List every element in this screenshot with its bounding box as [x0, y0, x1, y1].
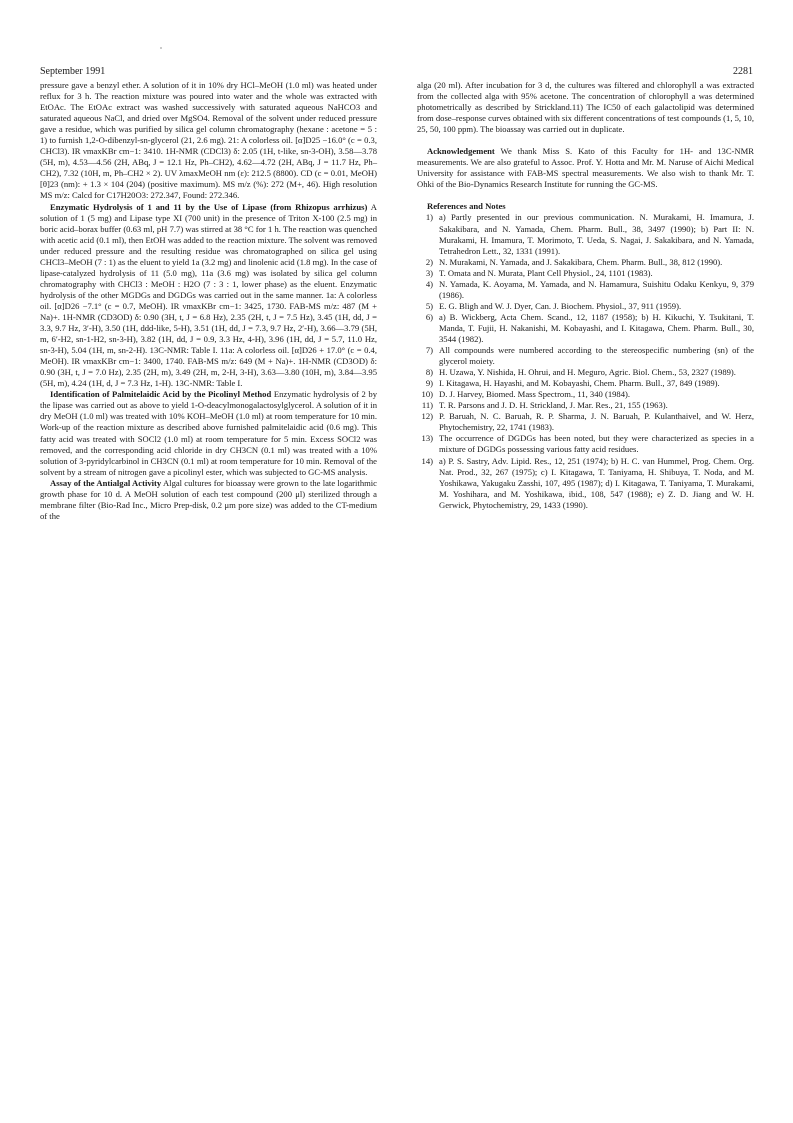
reference-number: 10)	[421, 389, 433, 400]
reference-text: a) P. S. Sastry, Adv. Lipid. Res., 12, 251 (1974); b) H. C. van Hummel, Prog. Chem. Org. Nat. Prod., 32, 267 (1975); c) I. Kitagawa, T. Taniyama, H. Shibuya, T. Noda, and M. Yoshikawa, Yakugaku Zasshi, 107, 495 (1987); d) I. Kitagawa, T. Taniyama, T. Murakami, M. Yoshihara, and M. Yoshikawa, ibid., 108, 547 (1988); e) Z. D. Jiang and W. H. Gerwick, Phytochemistry, 29, 1433 (1990).	[439, 455, 754, 510]
reference-number: 4)	[425, 278, 433, 289]
paragraph-acknowledgement	[417, 146, 754, 190]
reference-item	[417, 268, 754, 279]
reference-item	[417, 257, 754, 268]
reference-text: a) B. Wickberg, Acta Chem. Scand., 12, 1187 (1958); b) H. Kikuchi, Y. Tsukitani, T. Manda, T. Fujii, H. Nakanishi, M. Kobayashi, and I. Kitagawa, Chem. Pharm. Bull., 30, 3544 (1982).	[439, 311, 754, 344]
section-body-picolinyl-method: Enzymatic hydrolysis of 2 by the lipase was carried out as above to yield 1-O-deacylmonogalactosylglycerol. A solution of it in dry MeOH (1.0 ml) was treated with 10% KOH–MeOH (1.0 ml) at room temperature for 10 min. Work-up of the reaction mixture as described above furnished palmitelaidic acid (0.6 mg). This fatty acid was treated with SOCl2 (1.0 ml) at room temperature for 5 min. Excess SOCl2 was removed, and the corresponding acid chloride in dry CH3CN (0.1 ml) was treated with a 10% solution of 3-pyridylcarbinol in CH3CN (0.1 ml) at room temperature for 10 min. Removal of the solvent by a stream of nitrogen gave a picolinyl ester, which was subjected to GC-MS analysis.	[40, 389, 377, 477]
paragraph-benzyl-ether: pressure gave a benzyl ether. A solution of it in 10% dry HCl–MeOH (1.0 ml) was heated under reflux for 3 h. The reaction mixture was poured into water and the whole was extracted with EtOAc. The EtOAc extract was washed successively with saturated aqueous NaHCO3 and saturated aqueous NaCl, and dried over MgSO4. Removal of the solvent under reduced pressure gave a residue, which was purified by silica gel column chromatography (hexane : acetone = 5 : 1) to furnish 1,2-O-dibenzyl-sn-glycerol (21, 2.6 mg). 21: A colorless oil. [α]D25 −16.0° (c = 0.3, CHCl3). IR νmaxKBr cm−1: 3410. 1H-NMR (CDCl3) δ: 2.05 (1H, t-like, sn-3-OH), 3.58—3.78 (5H, m), 4.53—4.56 (2H, ABq, J = 12.1 Hz, Ph–CH2), 4.62—4.72 (2H, ABq, J = 11.7 Hz, Ph–CH2), 7.32 (10H, m, Ph–CH2 × 2). UV λmaxMeOH nm (ε): 212.5 (8800). CD (c = 0.01, MeOH) [θ]23 (nm): + 1.3 × 104 (204) (positive maximum). MS m/z (%): 272 (M+, 46). High resolution MS m/z: Calcd for C17H20O3: 272.347, Found: 272.346.	[40, 80, 377, 201]
reference-item	[417, 389, 754, 400]
acknowledgement-body: We thank Miss S. Kato of this Faculty for 1H- and 13C-NMR measurements. We are also grateful to Assoc. Prof. Y. Hotta and Mr. M. Naruse of Aichi Medical University for assistance with FAB-MS spectral measurements. We also wish to thank Mr. T. Ohki of the Bio-Dynamics Research Institute for running the GC-MS.	[417, 146, 754, 190]
reference-number: 11)	[421, 400, 433, 411]
reference-number: 8)	[425, 367, 433, 378]
section-body-enzymatic-hydrolysis: A solution of 1 (5 mg) and Lipase type XI (700 unit) in the presence of Triton X-100 (2.5 mg) in boric acid–borax buffer (0.63 ml, pH 7.7) was stirred at 38 °C for 1 h. The reaction was quenched with acetic acid (0.1 ml), then EtOH was added to the reaction mixture. The solvent was removed under reduced pressure and the resulting residue was chromatographed on silica gel using CHCl3–MeOH (7 : 1) as the eluent to yield 1a (3.2 mg) and linolenic acid (1.8 mg). In the case of lipase-catalyzed hydrolysis of 11 (5.0 mg), 11a (3.6 mg) was isolated by silica gel column chromatography with CHCl3 : MeOH : H2O (7 : 3 : 1, lower phase) as the eluent. Enzymatic hydrolysis of the other MGDGs and DGDGs was carried out in the same manner. 1a: A colorless oil. [α]D26 −7.1° (c = 0.7, MeOH). IR νmaxKBr cm−1: 3425, 1730. FAB-MS m/z: 487 (M + Na)+. 1H-NMR (CD3OD) δ: 0.90 (3H, t, J = 6.8 Hz), 2.35 (2H, t, J = 7.5 Hz), 3.45 (1H, dd, J = 3.3, 9.7 Hz, 3′-H), 3.50 (1H, ddd-like, 5-H), 3.51 (1H, dd, J = 7.3, 9.7 Hz, 2′-H), 3.66—3.79 (5H, m, 6′-H2, sn-1-H2, sn-3-H), 3.82 (1H, dd, J = 0.9, 3.3 Hz, 4-H), 3.96 (1H, dd, J = 5.7, 11.0 Hz, sn-3-H), 5.04 (1H, m, sn-2-H). 13C-NMR: Table I. 11a: A colorless oil. [α]D26 + 17.0° (c = 0.4, MeOH). IR νmaxKBr cm−1: 3400, 1740. FAB-MS m/z: 649 (M + Na)+. 1H-NMR (CD3OD) δ: 0.90 (3H, t, J = 7.0 Hz), 2.35 (2H, m), 3.49 (2H, m, 2-H, 3-H), 3.63—3.80 (10H, m), 3.84—3.95 (5H, m), 4.24 (1H, d, J = 7.3 Hz, 1-H). 13C-NMR: Table I.	[40, 201, 377, 389]
paragraph-antialgal-assay	[40, 478, 377, 522]
paragraph-enzymatic-hydrolysis	[40, 202, 377, 390]
reference-number: 1)	[425, 212, 433, 223]
reference-number: 2)	[425, 256, 433, 267]
reference-text: All compounds were numbered according to the stereospecific numbering (sn) of the glycerol moiety.	[439, 345, 754, 367]
page-number: 2281	[733, 66, 753, 77]
reference-item	[417, 212, 754, 256]
reference-item	[417, 378, 754, 389]
reference-text: E. G. Bligh and W. J. Dyer, Can. J. Biochem. Physiol., 37, 911 (1959).	[439, 300, 682, 311]
reference-number: 6)	[425, 311, 433, 322]
reference-text: I. Kitagawa, H. Hayashi, and M. Kobayashi, Chem. Pharm. Bull., 37, 849 (1989).	[439, 378, 720, 389]
reference-item	[417, 345, 754, 367]
section-heading-picolinyl-method: Identification of Palmitelaidic Acid by the Picolinyl Method	[50, 389, 272, 400]
section-body-antialgal-assay: Algal cultures for bioassay were grown to the late logarithmic growth phase for 10 d. A MeOH solution of each test compound (200 μl) sterilized through a membrane filter (Bio-Rad Inc., Micro Prep-disk, 0.2 μm pore size) was added to the CT-medium of the	[40, 477, 377, 521]
reference-text: H. Uzawa, Y. Nishida, H. Ohrui, and H. Meguro, Agric. Biol. Chem., 53, 2327 (1989).	[439, 367, 736, 378]
reference-number: 13)	[421, 433, 433, 444]
paragraph-picolinyl-method	[40, 389, 377, 477]
section-heading-enzymatic-hydrolysis: Enzymatic Hydrolysis of 1 and 11 by the Use of Lipase (from Rhizopus arrhizus)	[50, 201, 368, 212]
reference-number: 7)	[425, 345, 433, 356]
reference-text: N. Yamada, K. Aoyama, M. Yamada, and N. Hamamura, Suishitu Odaku Kenkyu, 9, 379 (1986).	[439, 278, 754, 300]
reference-text: a) Partly presented in our previous communication. N. Murakami, H. Imamura, J. Sakakibara, and N. Yamada, Chem. Pharm. Bull., 38, 3497 (1990); b) Part II: N. Murakami, H. Imamura, T. Morimoto, T. Ueda, S. Nagai, J. Sakakibara, and N. Yamada, Tetrahedron Lett., 32, 1331 (1991).	[439, 212, 754, 256]
reference-number: 12)	[421, 411, 433, 422]
reference-text: T. Omata and N. Murata, Plant Cell Physiol., 24, 1101 (1983).	[439, 267, 653, 278]
references-title: References and Notes	[427, 201, 506, 212]
reference-item	[417, 400, 754, 411]
reference-item	[417, 301, 754, 312]
paragraph-assay-continued: alga (20 ml). After incubation for 3 d, the cultures was filtered and chlorophyll a was extracted from the collected alga with 95% acetone. The concentration of chlorophyll a was determined photometrically as described by Strickland.11) The IC50 of each galactolipid was determined from dose–response curves obtained with six different concentrations of test compounds (1, 5, 10, 25, 50, 100 ppm). The bioassay was carried out in duplicate.	[417, 80, 754, 135]
reference-item	[417, 456, 754, 511]
reference-number: 3)	[425, 267, 433, 278]
reference-number: 9)	[425, 378, 433, 389]
references-list	[417, 212, 754, 510]
reference-text: D. J. Harvey, Biomed. Mass Spectrom., 11, 340 (1984).	[439, 389, 631, 400]
reference-text: P. Baruah, N. C. Baruah, R. P. Sharma, J. N. Baruah, P. Kulanthaivel, and W. Herz, Phytochemistry, 22, 1741 (1983).	[439, 411, 754, 433]
reference-text: T. R. Parsons and J. D. H. Strickland, J. Mar. Res., 21, 155 (1963).	[439, 400, 668, 411]
reference-item	[417, 367, 754, 378]
reference-number: 14)	[421, 455, 433, 466]
left-column	[40, 80, 377, 522]
reference-number: 5)	[425, 300, 433, 311]
reference-item	[417, 279, 754, 301]
scan-speck	[160, 47, 162, 49]
reference-item	[417, 411, 754, 433]
reference-text: The occurrence of DGDGs has been noted, but they were characterized as species in a mixture of DGDGs possessing various fatty acid residues.	[439, 433, 754, 455]
section-heading-antialgal-assay: Assay of the Antialgal Activity	[50, 477, 162, 488]
acknowledgement-heading: Acknowledgement	[427, 146, 495, 157]
right-column	[417, 80, 754, 511]
reference-item	[417, 312, 754, 345]
running-header-date: September 1991	[40, 66, 106, 77]
reference-item	[417, 433, 754, 455]
reference-text: N. Murakami, N. Yamada, and J. Sakakibara, Chem. Pharm. Bull., 38, 812 (1990).	[439, 256, 723, 267]
